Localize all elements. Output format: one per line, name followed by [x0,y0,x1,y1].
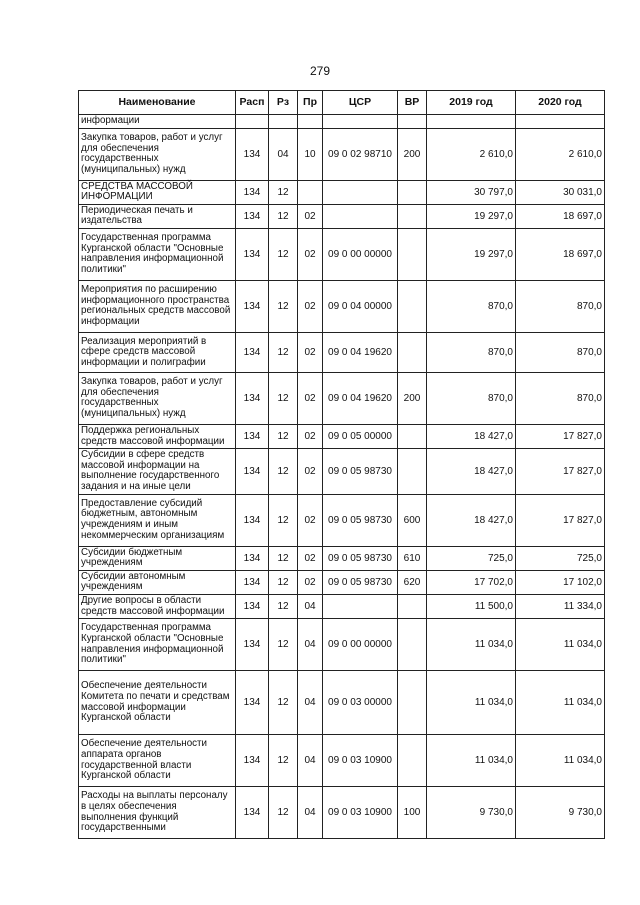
row-pr-cell: 02 [298,204,323,228]
row-name-cell: Другие вопросы в области средств массовой информации [79,594,236,618]
row-pr-cell [298,115,323,129]
row-2020-cell: 17 827,0 [516,449,605,494]
row-pr-cell: 02 [298,449,323,494]
row-csr-cell: 09 0 04 00000 [323,280,398,332]
row-2020-cell: 725,0 [516,546,605,570]
row-name-cell: Обеспечение деятельности аппарата органов государственной власти Курганской области [79,735,236,787]
row-rasp-cell: 134 [236,735,269,787]
table-row [79,735,605,787]
row-2020-cell: 17 102,0 [516,570,605,594]
row-name-cell: Субсидии автономным учреждениям [79,570,236,594]
table-row [79,128,605,180]
row-vr-cell [398,735,427,787]
row-pr-cell [298,180,323,204]
row-rasp-cell [236,115,269,129]
row-rz-cell: 12 [269,735,298,787]
row-name-cell: Предоставление субсидий бюджетным, автономным учреждениям и иным некоммерческим организациям [79,494,236,546]
row-rasp-cell: 134 [236,228,269,280]
row-csr-cell: 09 0 00 00000 [323,619,398,671]
row-2019-cell: 870,0 [427,372,516,424]
row-2020-cell: 870,0 [516,332,605,372]
row-name-cell: Обеспечение деятельности Комитета по печати и средствам массовой информации Курганской области [79,671,236,735]
row-2019-cell: 870,0 [427,280,516,332]
budget-table [78,90,605,839]
table-row [79,619,605,671]
row-name-cell: СРЕДСТВА МАССОВОЙ ИНФОРМАЦИИ [79,180,236,204]
row-rasp-cell: 134 [236,671,269,735]
row-name-cell: Расходы на выплаты персоналу в целях обеспечения выполнения функций государственными [79,787,236,839]
row-csr-cell: 09 0 05 98730 [323,570,398,594]
row-vr-cell [398,115,427,129]
row-pr-cell: 04 [298,735,323,787]
row-vr-cell: 200 [398,372,427,424]
row-vr-cell: 200 [398,128,427,180]
row-rz-cell: 12 [269,180,298,204]
header-vr: ВР [398,91,427,115]
row-csr-cell: 09 0 05 00000 [323,424,398,448]
row-rasp-cell: 134 [236,594,269,618]
row-name-cell: Субсидии в сфере средств массовой информации на выполнение государственного задания и на иные цели [79,449,236,494]
row-rasp-cell: 134 [236,449,269,494]
row-rz-cell: 12 [269,372,298,424]
table-row [79,372,605,424]
row-rasp-cell: 134 [236,546,269,570]
row-2019-cell: 18 427,0 [427,449,516,494]
row-2019-cell: 17 702,0 [427,570,516,594]
row-rz-cell: 12 [269,424,298,448]
row-pr-cell: 04 [298,619,323,671]
row-vr-cell: 600 [398,494,427,546]
row-rz-cell: 12 [269,494,298,546]
row-vr-cell [398,449,427,494]
row-csr-cell [323,180,398,204]
row-pr-cell: 02 [298,494,323,546]
table-row [79,204,605,228]
row-rz-cell: 12 [269,787,298,839]
row-pr-cell: 02 [298,570,323,594]
row-rz-cell: 12 [269,449,298,494]
row-csr-cell: 09 0 04 19620 [323,372,398,424]
row-2020-cell: 870,0 [516,280,605,332]
row-vr-cell [398,671,427,735]
row-rz-cell: 12 [269,619,298,671]
row-rz-cell: 12 [269,280,298,332]
row-rz-cell: 04 [269,128,298,180]
row-csr-cell: 09 0 05 98730 [323,449,398,494]
row-vr-cell [398,424,427,448]
row-rasp-cell: 134 [236,619,269,671]
table-row [79,180,605,204]
row-vr-cell: 100 [398,787,427,839]
table-row [79,494,605,546]
row-rasp-cell: 134 [236,372,269,424]
row-rz-cell: 12 [269,332,298,372]
row-2019-cell: 725,0 [427,546,516,570]
row-rz-cell: 12 [269,546,298,570]
row-pr-cell: 02 [298,372,323,424]
row-pr-cell: 02 [298,546,323,570]
row-rz-cell: 12 [269,594,298,618]
row-name-cell: Периодическая печать и издательства [79,204,236,228]
table-row [79,280,605,332]
row-2020-cell: 11 034,0 [516,619,605,671]
row-name-cell: Закупка товаров, работ и услуг для обеспечения государственных (муниципальных) нужд [79,128,236,180]
row-name-cell: Мероприятия по расширению информационного пространства региональных средств массовой информации [79,280,236,332]
row-2019-cell: 18 427,0 [427,494,516,546]
row-name-cell: Закупка товаров, работ и услуг для обеспечения государственных (муниципальных) нужд [79,372,236,424]
table-row [79,449,605,494]
row-2019-cell: 9 730,0 [427,787,516,839]
row-csr-cell: 09 0 03 00000 [323,671,398,735]
row-name-cell: информации [79,115,236,129]
table-row [79,570,605,594]
row-rz-cell [269,115,298,129]
row-pr-cell: 10 [298,128,323,180]
table-header-row [79,91,605,115]
table-row [79,546,605,570]
header-name: Наименование [79,91,236,115]
row-csr-cell: 09 0 03 10900 [323,735,398,787]
row-2020-cell: 18 697,0 [516,228,605,280]
row-2019-cell: 30 797,0 [427,180,516,204]
row-2019-cell: 19 297,0 [427,204,516,228]
row-csr-cell: 09 0 05 98730 [323,494,398,546]
row-rasp-cell: 134 [236,204,269,228]
row-pr-cell: 04 [298,671,323,735]
header-2019: 2019 год [427,91,516,115]
row-name-cell: Поддержка региональных средств массовой информации [79,424,236,448]
row-csr-cell: 09 0 02 98710 [323,128,398,180]
row-2019-cell: 19 297,0 [427,228,516,280]
table-row [79,228,605,280]
row-pr-cell: 02 [298,280,323,332]
row-vr-cell [398,332,427,372]
row-vr-cell [398,228,427,280]
row-rasp-cell: 134 [236,424,269,448]
table-row [79,424,605,448]
header-rz: Рз [269,91,298,115]
row-2019-cell: 11 034,0 [427,619,516,671]
row-2020-cell: 870,0 [516,372,605,424]
row-rz-cell: 12 [269,204,298,228]
row-rz-cell: 12 [269,671,298,735]
row-rasp-cell: 134 [236,332,269,372]
row-2019-cell: 870,0 [427,332,516,372]
row-vr-cell [398,619,427,671]
row-2020-cell: 17 827,0 [516,494,605,546]
row-2020-cell: 11 034,0 [516,735,605,787]
table-row [79,594,605,618]
row-vr-cell [398,594,427,618]
page-number: 279 [309,64,331,78]
table-row [79,671,605,735]
row-2019-cell: 11 034,0 [427,735,516,787]
header-rasp: Расп [236,91,269,115]
row-2019-cell [427,115,516,129]
row-2020-cell: 30 031,0 [516,180,605,204]
row-2020-cell: 18 697,0 [516,204,605,228]
row-csr-cell [323,594,398,618]
row-pr-cell: 04 [298,787,323,839]
row-csr-cell: 09 0 05 98730 [323,546,398,570]
table-row [79,115,605,129]
row-2019-cell: 11 034,0 [427,671,516,735]
table-row [79,787,605,839]
header-2020: 2020 год [516,91,605,115]
row-csr-cell: 09 0 00 00000 [323,228,398,280]
row-2019-cell: 11 500,0 [427,594,516,618]
row-name-cell: Государственная программа Курганской области "Основные направления информационной политики" [79,619,236,671]
table-row [79,332,605,372]
row-rasp-cell: 134 [236,570,269,594]
row-rasp-cell: 134 [236,180,269,204]
row-rz-cell: 12 [269,228,298,280]
row-vr-cell: 620 [398,570,427,594]
row-vr-cell: 610 [398,546,427,570]
row-name-cell: Реализация мероприятий в сфере средств массовой информации и полиграфии [79,332,236,372]
row-2020-cell: 2 610,0 [516,128,605,180]
row-pr-cell: 02 [298,332,323,372]
row-2020-cell: 9 730,0 [516,787,605,839]
row-2019-cell: 2 610,0 [427,128,516,180]
row-rasp-cell: 134 [236,128,269,180]
row-vr-cell [398,180,427,204]
row-2020-cell: 11 334,0 [516,594,605,618]
row-csr-cell [323,115,398,129]
row-2019-cell: 18 427,0 [427,424,516,448]
table-body [79,115,605,839]
row-rz-cell: 12 [269,570,298,594]
row-2020-cell [516,115,605,129]
row-2020-cell: 11 034,0 [516,671,605,735]
row-csr-cell: 09 0 03 10900 [323,787,398,839]
row-vr-cell [398,280,427,332]
row-rasp-cell: 134 [236,494,269,546]
row-csr-cell: 09 0 04 19620 [323,332,398,372]
row-rasp-cell: 134 [236,787,269,839]
row-name-cell: Субсидии бюджетным учреждениям [79,546,236,570]
row-pr-cell: 04 [298,594,323,618]
row-pr-cell: 02 [298,228,323,280]
row-vr-cell [398,204,427,228]
row-rasp-cell: 134 [236,280,269,332]
row-pr-cell: 02 [298,424,323,448]
row-csr-cell [323,204,398,228]
header-csr: ЦСР [323,91,398,115]
row-name-cell: Государственная программа Курганской области "Основные направления информационной политики" [79,228,236,280]
header-pr: Пр [298,91,323,115]
row-2020-cell: 17 827,0 [516,424,605,448]
